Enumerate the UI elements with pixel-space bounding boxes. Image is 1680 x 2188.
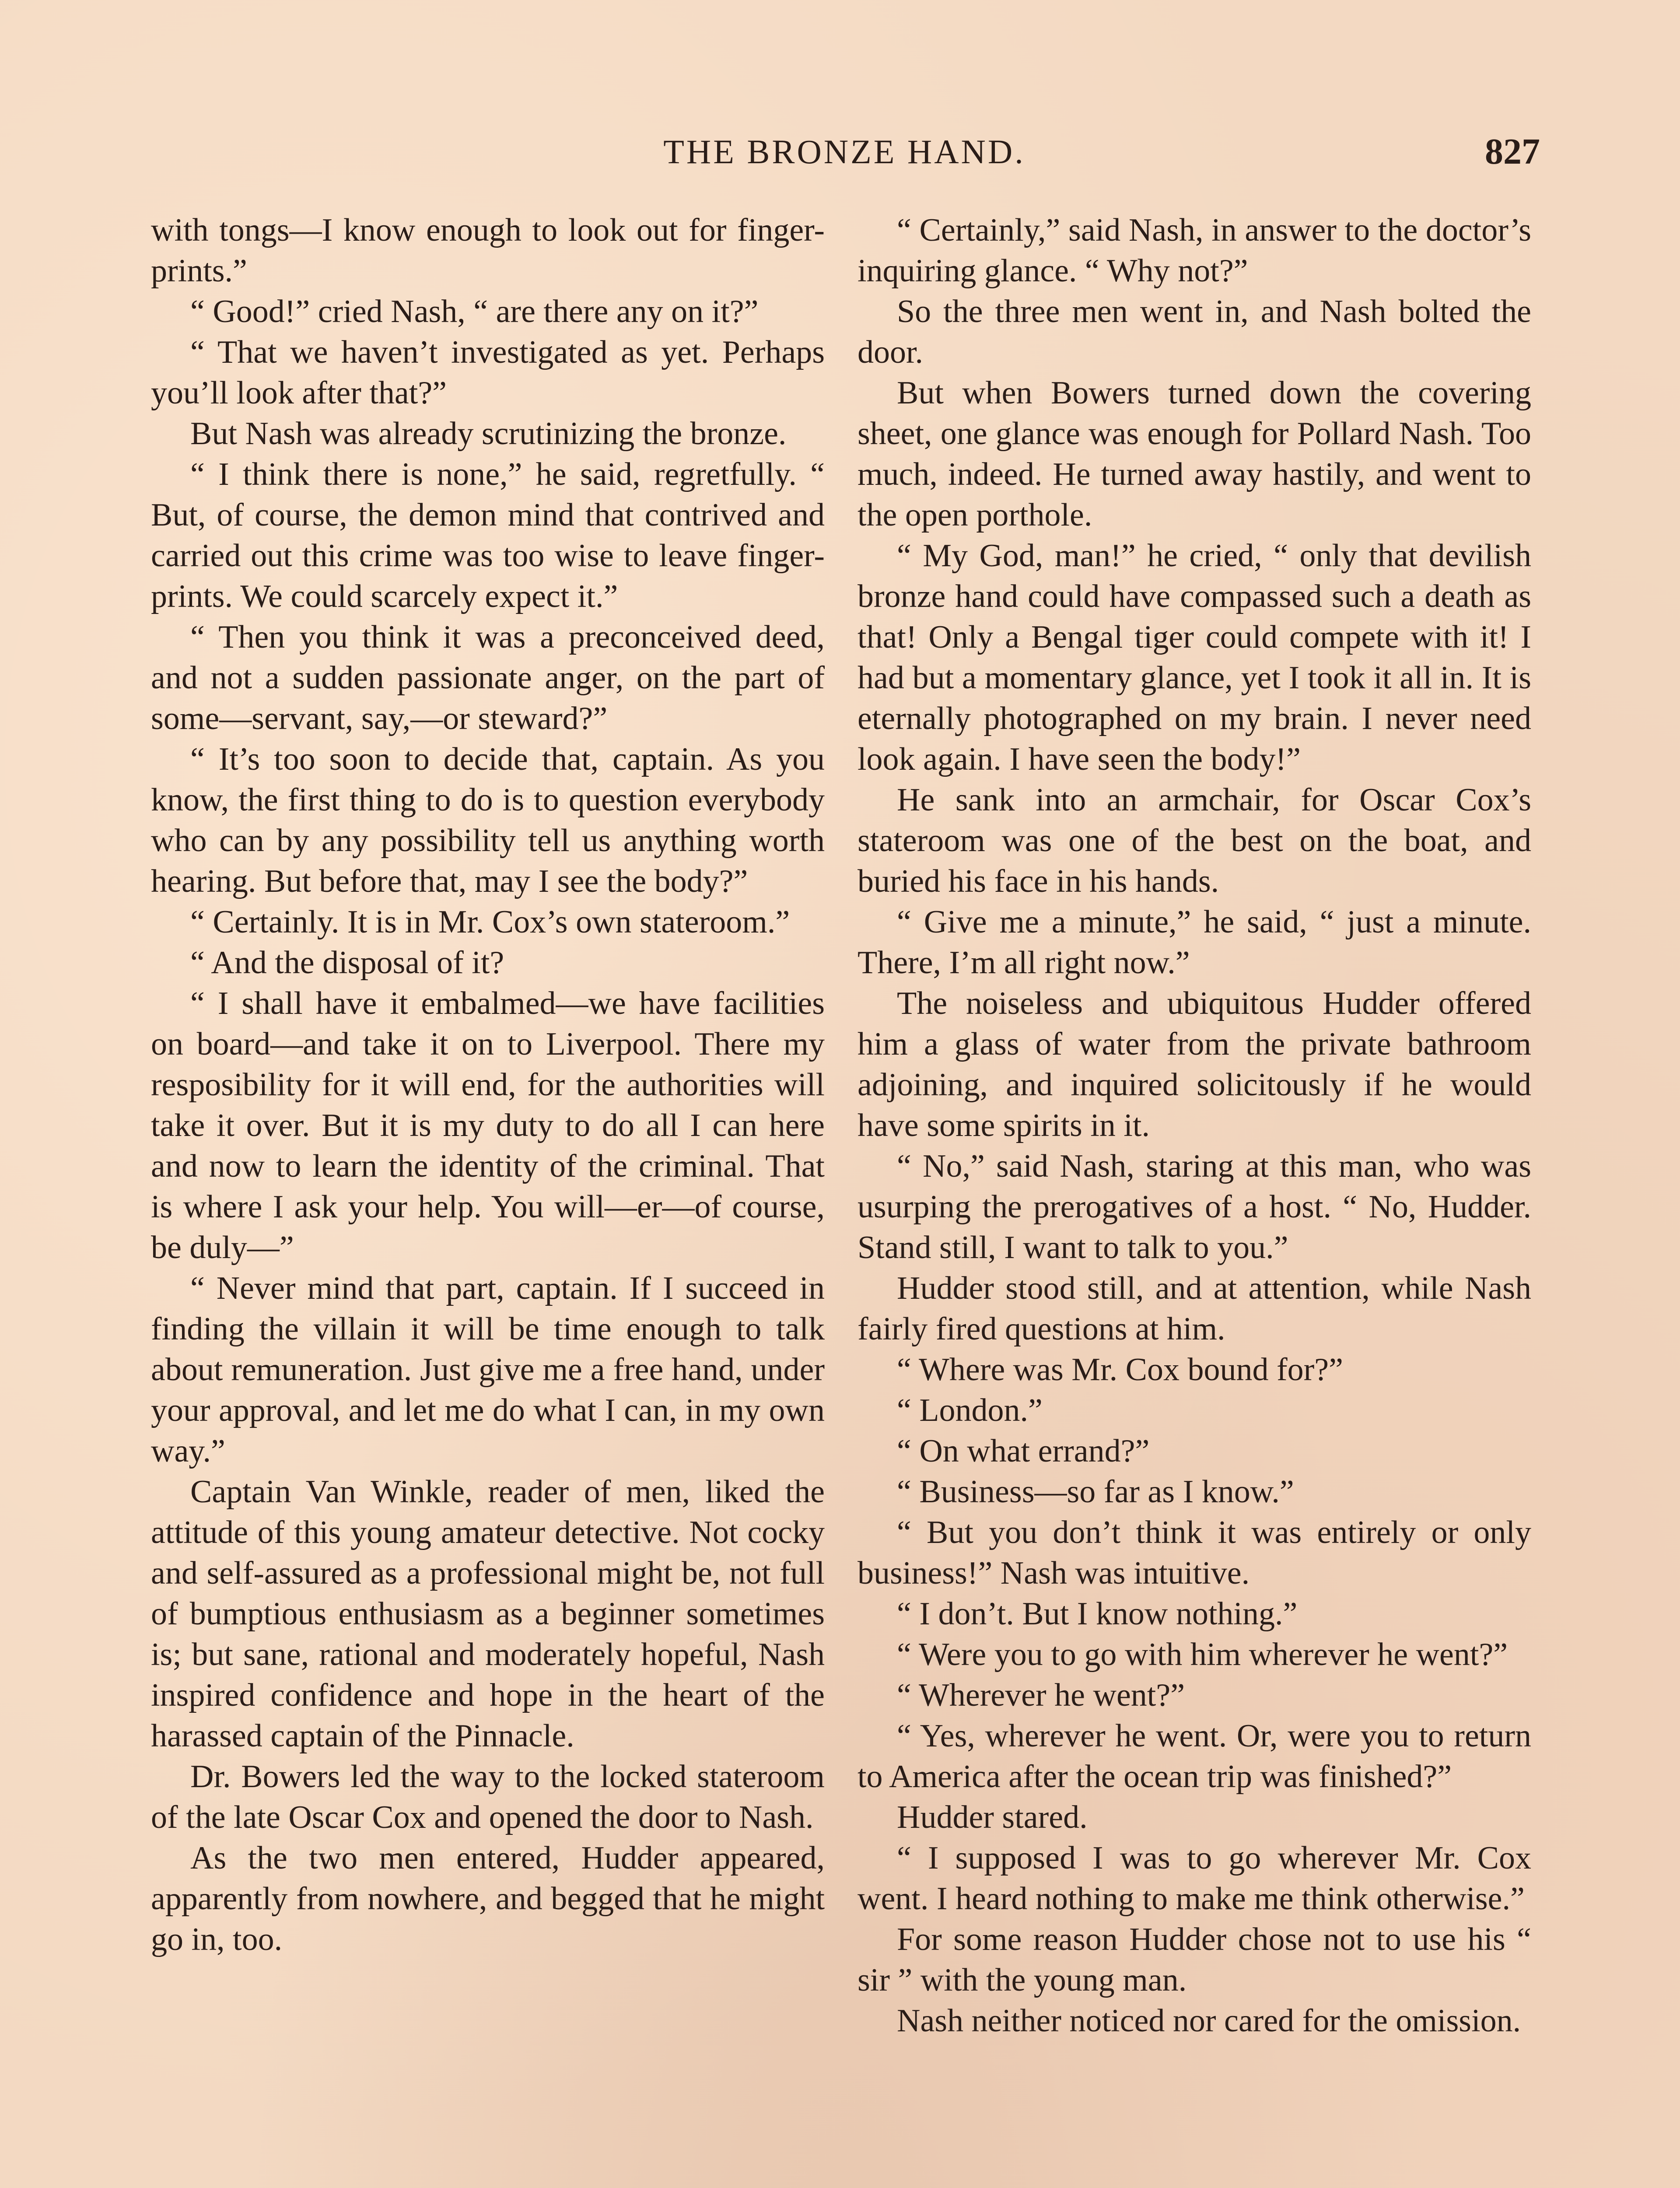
paragraph: “ I supposed I was to go wherever Mr. Cox went. I heard nothing to make me think otherwise.” (858, 1840, 1531, 1917)
paragraph: “ Business—so far as I know.” (897, 1474, 1294, 1510)
paragraph: “ Wherever he went?” (897, 1677, 1185, 1713)
paragraph: Hudder stared. (897, 1799, 1088, 1835)
paragraph: So the three men went in, and Nash bolted the door. (858, 294, 1531, 370)
paragraph: Nash neither noticed nor cared for the omission. (897, 2003, 1521, 2039)
paragraph: But Nash was already scrutinizing the bronze. (190, 416, 787, 452)
paragraph: “ On what errand?” (897, 1433, 1150, 1469)
paragraph: “ But you don’t think it was entirely or only business!” Nash was intuitive. (858, 1515, 1531, 1591)
paragraph: “ Certainly,” said Nash, in answer to the doctor’s inquiring glance. “ Why not?” (858, 212, 1531, 289)
paragraph: Dr. Bowers led the way to the locked stateroom of the late Oscar Cox and opened the door to Nash. (151, 1759, 825, 1835)
paragraph: Captain Van Winkle, reader of men, liked the attitude of this young amateur detective. Not cocky and self-assured as a professional might be, not full of bumptious enthusiasm as a beginner sometimes is; but sane, rational and moderately hopeful, Nash inspired confidence and hope in the heart of the harassed captain of the Pinnacle. (151, 1474, 825, 1754)
paragraph: “ No,” said Nash, staring at this man, who was usurping the prerogatives of a host. “ No, Hudder. Stand still, I want to talk to you.” (858, 1148, 1531, 1266)
paragraph: “ Where was Mr. Cox bound for?” (897, 1352, 1343, 1388)
paragraph: As the two men entered, Hudder appeared, apparently from nowhere, and begged that he might go in, too. (151, 1840, 825, 1957)
paragraph: For some reason Hudder chose not to use his “ sir ” with the young man. (858, 1922, 1531, 1998)
paragraph: “ Never mind that part, captain. If I succeed in finding the villain it will be time enough to talk about remuneration. Just give me a free hand, under your approval, and let me do what I can, in my own way.” (151, 1270, 825, 1469)
left-column (151, 210, 825, 1960)
paragraph: “ It’s too soon to decide that, captain. As you know, the first thing to do is to question everybody who can by any possibility tell us anything worth hearing. But before that, may I see the body?” (151, 741, 825, 899)
right-column (858, 210, 1531, 2041)
paragraph: “ I think there is none,” he said, regretfully. “ But, of course, the demon mind that contrived and carried out this crime was too wise to leave finger-prints. We could scarcely expect it.” (151, 456, 825, 614)
paragraph: Hudder stood still, and at attention, while Nash fairly fired questions at him. (858, 1270, 1531, 1347)
paragraph: “ I shall have it embalmed—we have facilities on board—and take it on to Liverpool. There my resposibility for it will end, for the authorities will take it over. But it is my duty to do all I can here and now to learn the identity of the criminal. That is where I ask your help. You will—er—of course, be duly—” (151, 985, 825, 1266)
paragraph: “ Yes, wherever he went. Or, were you to return to America after the ocean trip was finished?” (858, 1718, 1531, 1795)
paragraph: “ London.” (897, 1392, 1043, 1428)
paragraph: “ Then you think it was a preconceived deed, and not a sudden passionate anger, on the part of some—servant, say,—or steward?” (151, 619, 825, 736)
paragraph: He sank into an armchair, for Oscar Cox’s stateroom was one of the best on the boat, and buried his face in his hands. (858, 782, 1531, 899)
page-header (149, 128, 1540, 176)
paragraph: But when Bowers turned down the covering sheet, one glance was enough for Pollard Nash. Too much, indeed. He turned away hastily, and went to the open porthole. (858, 375, 1531, 533)
paragraph: The noiseless and ubiquitous Hudder offered him a glass of water from the private bathroom adjoining, and inquired solicitously if he would have some spirits in it. (858, 985, 1531, 1143)
paragraph: with tongs—I know enough to look out for finger-prints.” (151, 212, 825, 289)
paragraph: “ My God, man!” he cried, “ only that devilish bronze hand could have compassed such a death as that! Only a Bengal tiger could compete with it! I had but a momentary glance, yet I took it all in. It is eternally photographed on my brain. I never need look again. I have seen the body!” (858, 538, 1531, 777)
paragraph: “ I don’t. But I know nothing.” (897, 1596, 1298, 1632)
running-title: THE BRONZE HAND. (663, 133, 1026, 171)
page-number: 827 (1485, 131, 1540, 172)
paragraph: “ Give me a minute,” he said, “ just a minute. There, I’m all right now.” (858, 904, 1531, 981)
paragraph: “ Were you to go with him wherever he went?” (897, 1637, 1508, 1673)
paragraph: “ That we haven’t investigated as yet. Perhaps you’ll look after that?” (151, 334, 825, 411)
paragraph: “ Good!” cried Nash, “ are there any on it?” (190, 294, 759, 330)
paragraph: “ Certainly. It is in Mr. Cox’s own stateroom.” (190, 904, 790, 940)
paragraph: “ And the disposal of it? (190, 945, 504, 981)
